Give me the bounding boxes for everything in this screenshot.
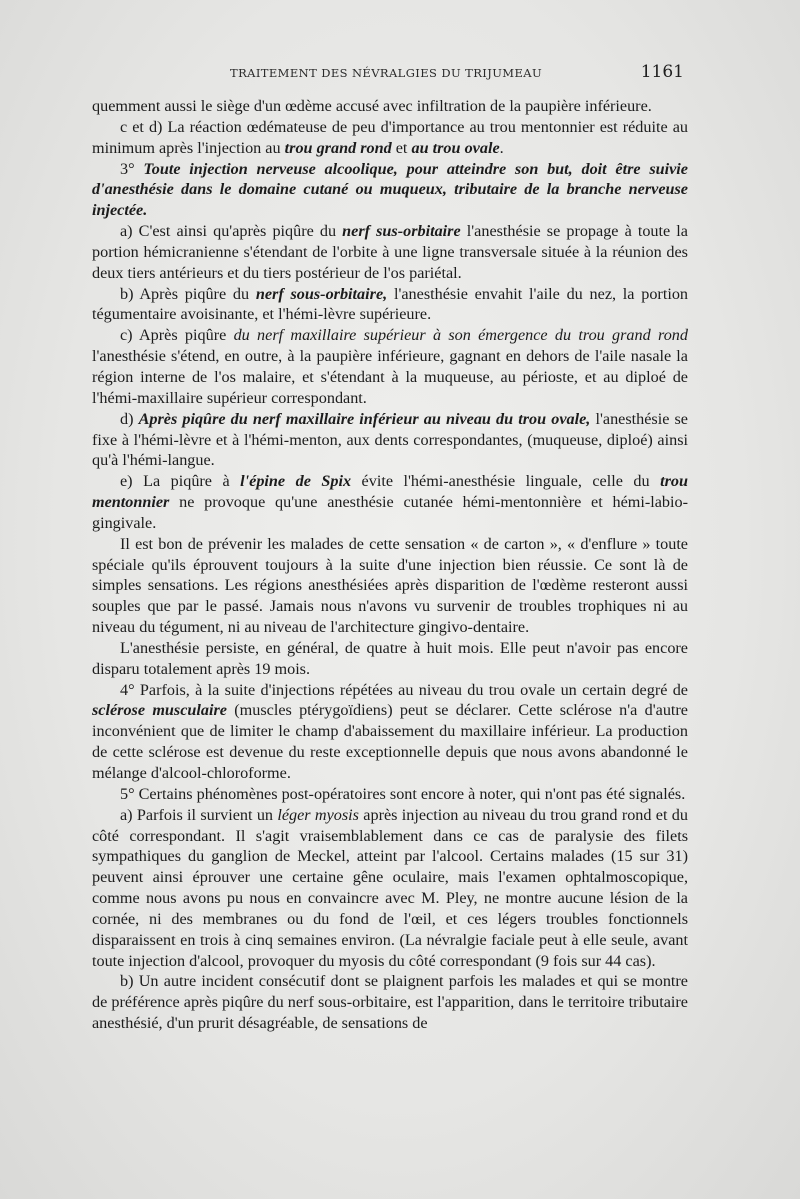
paragraph: a) C'est ainsi qu'après piqûre du nerf sus-orbitaire l'anesthésie se propage à toute la portion hémicranienne s'étendant de l'orbite à une ligne transversale située à la réunion des deux tiers antérieurs et du tiers postérieur de l'os pariétal. (92, 222, 688, 282)
paragraph: 3° Toute injection nerveuse alcoolique, pour atteindre son but, doit être suivie d'anesthésie dans le domaine cutané ou muqueux, tributaire de la branche nerveuse injectée. (92, 159, 688, 220)
paragraph: c) Après piqûre du nerf maxillaire supérieur à son émergence du trou grand rond l'anesthésie s'étend, en outre, à la paupière inférieure, gagnant en dehors de l'aile nasale la région interne de l'os malaire, et s'étendant à la muqueuse, au périoste, et au diploé de l'hémi-maxillaire supérieur correspondant. (92, 326, 688, 407)
paragraph: b) Un autre incident consécutif dont se plaignent parfois les malades et qui se montre de préférence après piqûre du nerf sous-orbitaire, est l'apparition, dans le territoire tributaire anesthésié, d'un prurit désagréable, de sensations de (92, 972, 688, 1033)
body-text (92, 96, 688, 1034)
paragraph: Il est bon de prévenir les malades de cette sensation « de carton », « d'enflure » toute spéciale qu'ils éprouvent toujours à la suite d'une injection bien réussie. Ce sont là de simples sensations. Les régions anesthésiées après disparition de l'œdème resteront aussi souples que par le passé. Jamais nous n'avons vu survenir de troubles trophiques ni au niveau du tégument, ni au niveau de l'architecture gingivo-dentaire. (92, 534, 688, 637)
paragraph: a) Parfois il survient un léger myosis après injection au niveau du trou grand rond et du côté correspondant. Il s'agit vraisemblablement dans ce cas de paralysie des filets sympathiques du ganglion de Meckel, atteint par l'alcool. Certains malades (15 sur 31) peuvent ainsi éprouver une certaine gêne oculaire, mais l'examen ophtalmoscopique, comme nous avons pu nous en convaincre avec M. Pley, ne montre aucune lésion de la cornée, ni des membranes ou du fond de l'œil, et ces légers troubles fonctionnels disparaissent en trois à cinq semaines environ. (La névralgie faciale peut à elle seule, avant toute injection d'alcool, provoquer du myosis du côté correspondant (9 fois sur 44 cas). (92, 805, 688, 970)
paragraph: d) Après piqûre du nerf maxillaire inférieur au niveau du trou ovale, l'anesthésie se fixe à l'hémi-lèvre et à l'hémi-menton, aux dents correspondantes, (muqueuse, diploé) ainsi qu'à l'hémi-langue. (92, 409, 688, 470)
page-number: 1161 (640, 62, 684, 82)
paragraph: L'anesthésie persiste, en général, de quatre à huit mois. Elle peut n'avoir pas encore disparu totalement après 19 mois. (92, 638, 688, 678)
paragraph: quemment aussi le siège d'un œdème accusé avec infiltration de la paupière inférieure. (92, 97, 652, 115)
paragraph: c et d) La réaction œdémateuse de peu d'importance au trou mentonnier est réduite au minimum après l'injection au trou grand rond et au trou ovale. (92, 117, 688, 157)
paragraph: e) La piqûre à l'épine de Spix évite l'hémi-anesthésie linguale, celle du trou mentonnier ne provoque qu'une anesthésie cutanée hémi-mentonnière et hémi-labio-gingivale. (92, 472, 688, 532)
page-header (90, 62, 684, 84)
paragraph: b) Après piqûre du nerf sous-orbitaire, l'anesthésie envahit l'aile du nez, la portion tégumentaire avoisinante, et l'hémi-lèvre supérieure. (92, 284, 689, 324)
paragraph: 4° Parfois, à la suite d'injections répétées au niveau du trou ovale un certain degré de sclérose musculaire (muscles ptérygoïdiens) peut se déclarer. Cette sclérose n'a d'autre inconvénient que de limiter le champ d'abaissement du maxillaire inférieur. La production de cette sclérose est devenue du reste exceptionnelle depuis que nous avons abandonné le mélange d'alcool-chloroforme. (92, 680, 688, 782)
paragraph: 5° Certains phénomènes post-opératoires sont encore à noter, qui n'ont pas été signalés. (120, 784, 686, 803)
running-title: TRAITEMENT DES NÉVRALGIES DU TRIJUMEAU (230, 66, 543, 80)
